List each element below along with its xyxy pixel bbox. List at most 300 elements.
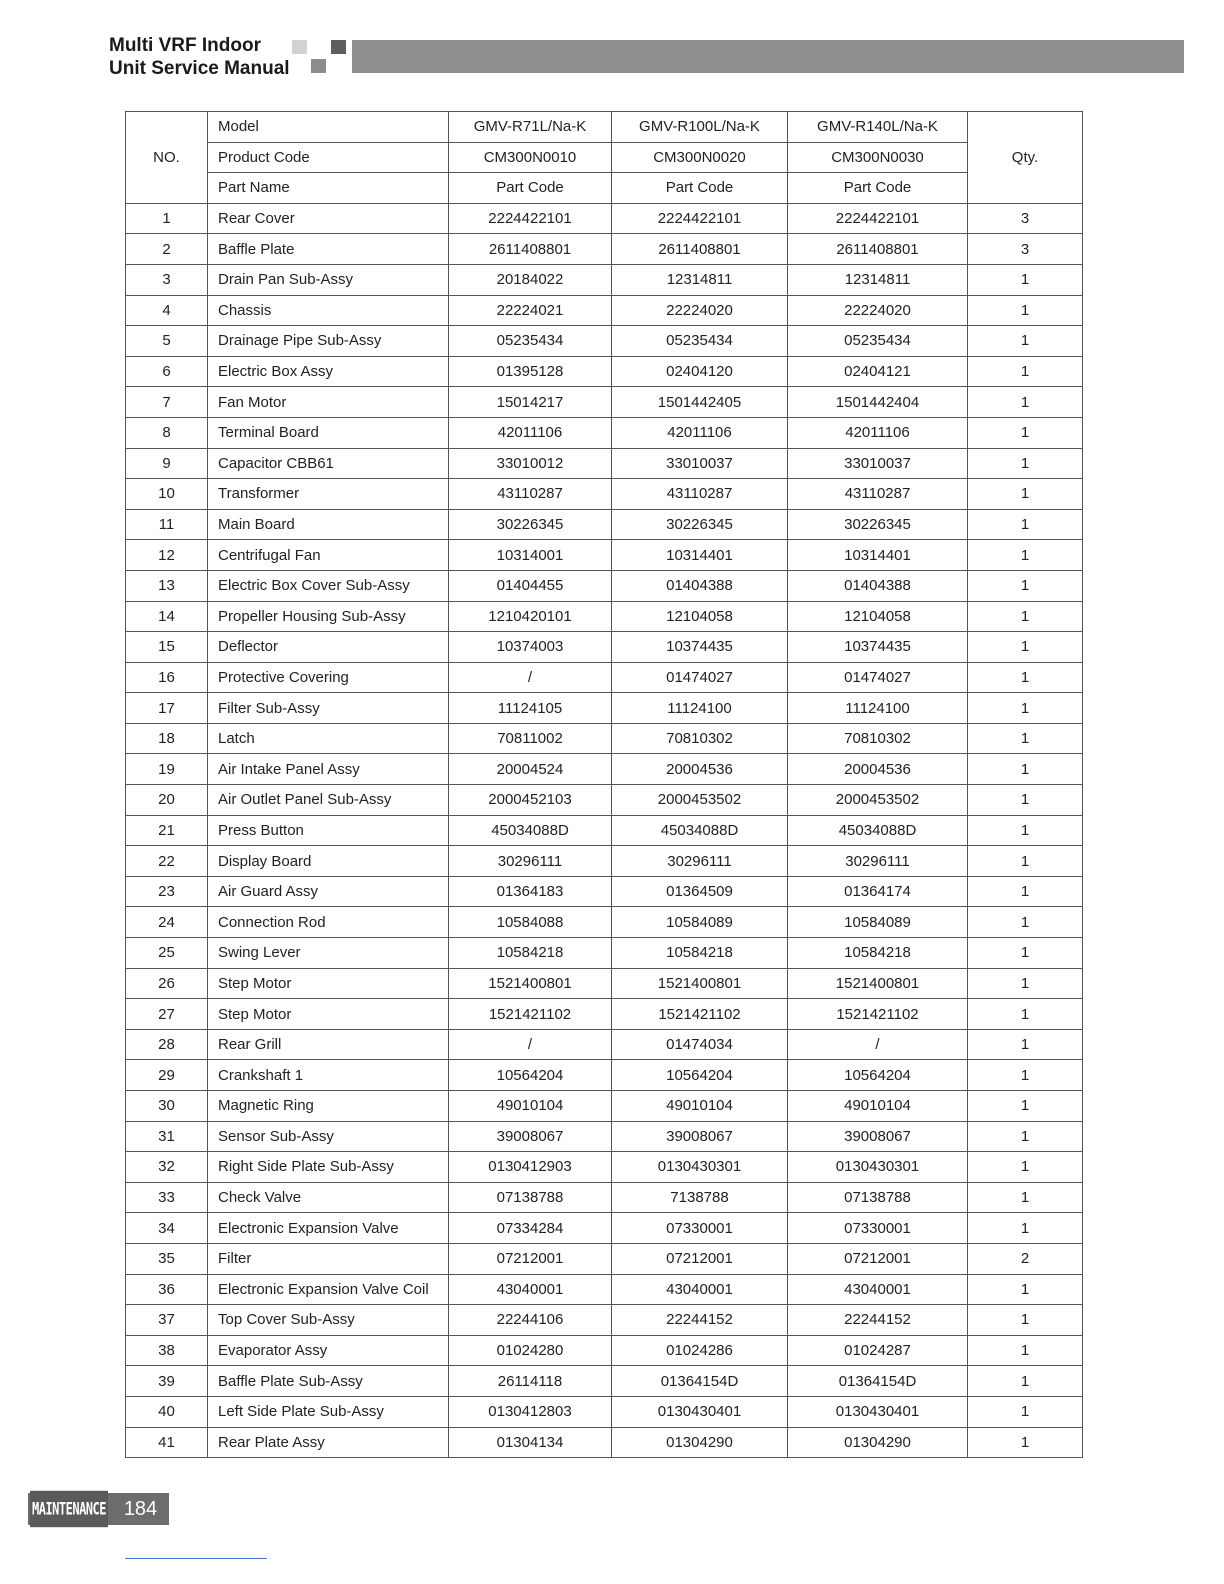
- no-cell: 11: [126, 509, 208, 540]
- model-2: GMV-R100L/Na-K: [612, 112, 788, 143]
- part-code-cell: 10584218: [449, 938, 612, 969]
- part-code-cell: 22244152: [612, 1305, 788, 1336]
- part-code-cell: 1501442405: [612, 387, 788, 418]
- part-name-cell: Electronic Expansion Valve Coil: [208, 1274, 449, 1305]
- no-cell: 16: [126, 662, 208, 693]
- part-name-cell: Electric Box Assy: [208, 356, 449, 387]
- qty-cell: 1: [968, 448, 1083, 479]
- part-name-cell: Check Valve: [208, 1182, 449, 1213]
- qty-cell: 1: [968, 1091, 1083, 1122]
- no-cell: 19: [126, 754, 208, 785]
- table-row: [126, 1213, 1083, 1244]
- part-name-cell: Filter Sub-Assy: [208, 693, 449, 724]
- part-code-cell: 12104058: [788, 601, 968, 632]
- part-code-cell: 0130430301: [788, 1152, 968, 1183]
- part-code-cell: 11124105: [449, 693, 612, 724]
- qty-cell: 1: [968, 754, 1083, 785]
- manual-title: [109, 34, 290, 80]
- part-code-cell: 1521421102: [788, 999, 968, 1030]
- part-code-cell: 10564204: [612, 1060, 788, 1091]
- part-code-cell: 26114118: [449, 1366, 612, 1397]
- part-code-cell: 01024287: [788, 1335, 968, 1366]
- qty-cell: 1: [968, 876, 1083, 907]
- part-code-cell: 30226345: [788, 509, 968, 540]
- part-code-cell: 43110287: [788, 479, 968, 510]
- qty-cell: 1: [968, 1182, 1083, 1213]
- part-name-cell: Propeller Housing Sub-Assy: [208, 601, 449, 632]
- table-row: [126, 540, 1083, 571]
- part-code-cell: 45034088D: [612, 815, 788, 846]
- qty-header: Qty.: [968, 112, 1083, 204]
- qty-cell: 1: [968, 264, 1083, 295]
- part-code-cell: 42011106: [788, 417, 968, 448]
- product-code-3: CM300N0030: [788, 142, 968, 173]
- no-cell: 20: [126, 785, 208, 816]
- part-code-cell: 49010104: [449, 1091, 612, 1122]
- part-code-cell: 11124100: [612, 693, 788, 724]
- qty-cell: 1: [968, 479, 1083, 510]
- table-row: [126, 1060, 1083, 1091]
- part-code-cell: 01404388: [788, 570, 968, 601]
- no-cell: 40: [126, 1396, 208, 1427]
- part-code-cell: 70810302: [612, 723, 788, 754]
- no-cell: 13: [126, 570, 208, 601]
- part-code-cell: 30296111: [612, 846, 788, 877]
- decor-square-light: [292, 40, 307, 54]
- part-code-cell: 2224422101: [449, 203, 612, 234]
- part-code-cell: 07138788: [449, 1182, 612, 1213]
- part-code-cell: 20004524: [449, 754, 612, 785]
- part-code-cell: 01474027: [612, 662, 788, 693]
- no-cell: 34: [126, 1213, 208, 1244]
- table-row: [126, 693, 1083, 724]
- part-code-cell: 22224020: [612, 295, 788, 326]
- part-code-cell: 22224020: [788, 295, 968, 326]
- table-row: [126, 1335, 1083, 1366]
- qty-cell: 1: [968, 601, 1083, 632]
- decor-square-dark: [331, 40, 346, 54]
- footer-rule: [125, 1558, 267, 1559]
- no-cell: 4: [126, 295, 208, 326]
- part-code-cell: 10314001: [449, 540, 612, 571]
- no-cell: 26: [126, 968, 208, 999]
- part-code-cell: 0130430301: [612, 1152, 788, 1183]
- no-cell: 35: [126, 1243, 208, 1274]
- part-code-cell: 0130430401: [788, 1396, 968, 1427]
- table-row: [126, 387, 1083, 418]
- table-row: [126, 876, 1083, 907]
- part-code-cell: 49010104: [612, 1091, 788, 1122]
- table-row: [126, 632, 1083, 663]
- part-code-cell: 07212001: [449, 1243, 612, 1274]
- part-code-cell: 10374435: [788, 632, 968, 663]
- part-code-cell: 20004536: [788, 754, 968, 785]
- part-name-cell: Latch: [208, 723, 449, 754]
- part-code-cell: 01024280: [449, 1335, 612, 1366]
- part-code-cell: 07330001: [612, 1213, 788, 1244]
- part-code-cell: 43040001: [449, 1274, 612, 1305]
- part-name-cell: Deflector: [208, 632, 449, 663]
- part-name-cell: Baffle Plate Sub-Assy: [208, 1366, 449, 1397]
- no-cell: 28: [126, 1029, 208, 1060]
- no-cell: 33: [126, 1182, 208, 1213]
- qty-cell: 1: [968, 1029, 1083, 1060]
- qty-cell: 1: [968, 815, 1083, 846]
- part-name-cell: Press Button: [208, 815, 449, 846]
- qty-cell: 1: [968, 1396, 1083, 1427]
- part-code-cell: 7138788: [612, 1182, 788, 1213]
- part-code-cell: 10374435: [612, 632, 788, 663]
- qty-cell: 1: [968, 785, 1083, 816]
- no-cell: 32: [126, 1152, 208, 1183]
- table-row: [126, 968, 1083, 999]
- no-cell: 6: [126, 356, 208, 387]
- part-code-cell: 10584089: [612, 907, 788, 938]
- part-name-cell: Capacitor CBB61: [208, 448, 449, 479]
- no-cell: 37: [126, 1305, 208, 1336]
- part-code-cell: 1521400801: [612, 968, 788, 999]
- part-code-cell: 2611408801: [788, 234, 968, 265]
- part-code-cell: 10314401: [788, 540, 968, 571]
- part-name-cell: Baffle Plate: [208, 234, 449, 265]
- part-code-cell: 10564204: [788, 1060, 968, 1091]
- part-code-cell: 49010104: [788, 1091, 968, 1122]
- qty-cell: 1: [968, 846, 1083, 877]
- no-cell: 1: [126, 203, 208, 234]
- table-row: [126, 264, 1083, 295]
- table-row: [126, 1121, 1083, 1152]
- qty-cell: 1: [968, 968, 1083, 999]
- no-cell: 12: [126, 540, 208, 571]
- part-name-cell: Step Motor: [208, 999, 449, 1030]
- part-name-cell: Drain Pan Sub-Assy: [208, 264, 449, 295]
- table-row: [126, 448, 1083, 479]
- qty-cell: 2: [968, 1243, 1083, 1274]
- qty-cell: 1: [968, 540, 1083, 571]
- qty-cell: 1: [968, 1274, 1083, 1305]
- table-row: [126, 1396, 1083, 1427]
- part-name-cell: Electric Box Cover Sub-Assy: [208, 570, 449, 601]
- parts-table: [125, 111, 1083, 1458]
- qty-cell: 3: [968, 203, 1083, 234]
- table-row: [126, 203, 1083, 234]
- table-row: [126, 815, 1083, 846]
- no-cell: 18: [126, 723, 208, 754]
- part-code-header-2: Part Code: [612, 173, 788, 204]
- part-code-cell: 01395128: [449, 356, 612, 387]
- no-cell: 22: [126, 846, 208, 877]
- part-code-cell: 07212001: [612, 1243, 788, 1274]
- part-code-cell: 01304134: [449, 1427, 612, 1458]
- part-code-cell: 01404388: [612, 570, 788, 601]
- part-code-cell: 2611408801: [449, 234, 612, 265]
- no-cell: 41: [126, 1427, 208, 1458]
- part-code-cell: 01304290: [788, 1427, 968, 1458]
- part-code-cell: 07212001: [788, 1243, 968, 1274]
- qty-cell: 1: [968, 723, 1083, 754]
- part-name-cell: Protective Covering: [208, 662, 449, 693]
- part-name-cell: Rear Grill: [208, 1029, 449, 1060]
- part-code-cell: 33010037: [788, 448, 968, 479]
- table-row: [126, 356, 1083, 387]
- no-cell: 25: [126, 938, 208, 969]
- part-code-cell: 33010037: [612, 448, 788, 479]
- part-code-cell: 43040001: [612, 1274, 788, 1305]
- part-code-cell: 2224422101: [788, 203, 968, 234]
- part-code-cell: 12314811: [612, 264, 788, 295]
- row-label-part-name: Part Name: [208, 173, 449, 204]
- table-row: [126, 417, 1083, 448]
- part-name-cell: Chassis: [208, 295, 449, 326]
- qty-cell: 1: [968, 387, 1083, 418]
- part-code-header-3: Part Code: [788, 173, 968, 204]
- qty-cell: 1: [968, 417, 1083, 448]
- part-code-cell: 1521421102: [612, 999, 788, 1030]
- table-row: [126, 1427, 1083, 1458]
- table-row: [126, 723, 1083, 754]
- table-row: [126, 601, 1083, 632]
- no-cell: 23: [126, 876, 208, 907]
- table-row: [126, 1152, 1083, 1183]
- no-cell: 2: [126, 234, 208, 265]
- part-code-cell: 01404455: [449, 570, 612, 601]
- qty-cell: 1: [968, 509, 1083, 540]
- product-code-2: CM300N0020: [612, 142, 788, 173]
- part-code-cell: 22244152: [788, 1305, 968, 1336]
- table-row: [126, 785, 1083, 816]
- part-code-cell: 42011106: [612, 417, 788, 448]
- qty-cell: 1: [968, 1335, 1083, 1366]
- no-cell: 31: [126, 1121, 208, 1152]
- part-code-cell: 01474027: [788, 662, 968, 693]
- table-row: [126, 234, 1083, 265]
- part-code-cell: 05235434: [612, 326, 788, 357]
- qty-cell: 1: [968, 1366, 1083, 1397]
- part-code-cell: /: [449, 1029, 612, 1060]
- part-name-cell: Left Side Plate Sub-Assy: [208, 1396, 449, 1427]
- part-code-cell: 02404120: [612, 356, 788, 387]
- no-cell: 5: [126, 326, 208, 357]
- part-code-cell: 01304290: [612, 1427, 788, 1458]
- part-name-cell: Main Board: [208, 509, 449, 540]
- part-code-cell: 10374003: [449, 632, 612, 663]
- part-code-cell: 30296111: [449, 846, 612, 877]
- qty-cell: 1: [968, 1152, 1083, 1183]
- qty-cell: 3: [968, 234, 1083, 265]
- table-row: [126, 1305, 1083, 1336]
- qty-cell: 1: [968, 1060, 1083, 1091]
- part-code-cell: 20004536: [612, 754, 788, 785]
- no-cell: 36: [126, 1274, 208, 1305]
- part-code-cell: 39008067: [788, 1121, 968, 1152]
- manual-title-line1: Multi VRF Indoor: [109, 35, 261, 56]
- part-code-cell: 42011106: [449, 417, 612, 448]
- part-code-cell: /: [449, 662, 612, 693]
- part-code-cell: 10314401: [612, 540, 788, 571]
- part-name-cell: Air Intake Panel Assy: [208, 754, 449, 785]
- part-name-cell: Magnetic Ring: [208, 1091, 449, 1122]
- model-1: GMV-R71L/Na-K: [449, 112, 612, 143]
- part-code-cell: 07330001: [788, 1213, 968, 1244]
- qty-cell: 1: [968, 326, 1083, 357]
- part-code-cell: 30226345: [449, 509, 612, 540]
- part-code-cell: /: [788, 1029, 968, 1060]
- product-code-1: CM300N0010: [449, 142, 612, 173]
- no-cell: 9: [126, 448, 208, 479]
- part-code-cell: 1521400801: [788, 968, 968, 999]
- part-code-cell: 01364154D: [612, 1366, 788, 1397]
- part-code-cell: 2224422101: [612, 203, 788, 234]
- no-cell: 14: [126, 601, 208, 632]
- part-name-cell: Fan Motor: [208, 387, 449, 418]
- part-name-cell: Air Outlet Panel Sub-Assy: [208, 785, 449, 816]
- qty-cell: 1: [968, 907, 1083, 938]
- part-code-cell: 11124100: [788, 693, 968, 724]
- no-cell: 21: [126, 815, 208, 846]
- qty-cell: 1: [968, 1213, 1083, 1244]
- qty-cell: 1: [968, 1427, 1083, 1458]
- part-name-cell: Evaporator Assy: [208, 1335, 449, 1366]
- part-code-cell: 10584218: [612, 938, 788, 969]
- part-code-cell: 43040001: [788, 1274, 968, 1305]
- part-code-cell: 30296111: [788, 846, 968, 877]
- header-bar: [352, 40, 1184, 73]
- part-code-cell: 0130430401: [612, 1396, 788, 1427]
- part-code-cell: 1210420101: [449, 601, 612, 632]
- part-code-cell: 01364154D: [788, 1366, 968, 1397]
- part-name-cell: Rear Plate Assy: [208, 1427, 449, 1458]
- qty-cell: 1: [968, 1305, 1083, 1336]
- qty-cell: 1: [968, 938, 1083, 969]
- part-name-cell: Crankshaft 1: [208, 1060, 449, 1091]
- part-code-cell: 05235434: [788, 326, 968, 357]
- part-code-cell: 39008067: [612, 1121, 788, 1152]
- table-row: [126, 509, 1083, 540]
- no-cell: 38: [126, 1335, 208, 1366]
- no-cell: 24: [126, 907, 208, 938]
- header-row-product-code: [126, 142, 1083, 173]
- qty-cell: 1: [968, 570, 1083, 601]
- part-code-cell: 01364174: [788, 876, 968, 907]
- part-code-cell: 45034088D: [449, 815, 612, 846]
- part-code-cell: 07334284: [449, 1213, 612, 1244]
- part-code-cell: 2000453502: [612, 785, 788, 816]
- part-name-cell: Rear Cover: [208, 203, 449, 234]
- no-cell: 17: [126, 693, 208, 724]
- part-code-cell: 12104058: [612, 601, 788, 632]
- no-cell: 10: [126, 479, 208, 510]
- part-code-cell: 2000453502: [788, 785, 968, 816]
- part-name-cell: Top Cover Sub-Assy: [208, 1305, 449, 1336]
- part-name-cell: Electronic Expansion Valve: [208, 1213, 449, 1244]
- part-name-cell: Connection Rod: [208, 907, 449, 938]
- table-row: [126, 570, 1083, 601]
- part-code-cell: 70810302: [788, 723, 968, 754]
- part-name-cell: Display Board: [208, 846, 449, 877]
- part-code-cell: 01364183: [449, 876, 612, 907]
- part-code-cell: 20184022: [449, 264, 612, 295]
- table-row: [126, 1091, 1083, 1122]
- part-code-cell: 33010012: [449, 448, 612, 479]
- part-code-cell: 1501442404: [788, 387, 968, 418]
- page-number: 184: [123, 1498, 158, 1520]
- part-code-cell: 43110287: [449, 479, 612, 510]
- qty-cell: 1: [968, 295, 1083, 326]
- row-label-model: Model: [208, 112, 449, 143]
- part-code-cell: 1521400801: [449, 968, 612, 999]
- no-cell: 15: [126, 632, 208, 663]
- table-row: [126, 326, 1083, 357]
- part-code-cell: 01474034: [612, 1029, 788, 1060]
- table-row: [126, 1182, 1083, 1213]
- part-code-cell: 10564204: [449, 1060, 612, 1091]
- part-code-cell: 2000452103: [449, 785, 612, 816]
- part-code-cell: 15014217: [449, 387, 612, 418]
- table-row: [126, 1029, 1083, 1060]
- table-row: [126, 846, 1083, 877]
- table-row: [126, 1366, 1083, 1397]
- row-label-product-code: Product Code: [208, 142, 449, 173]
- part-name-cell: Centrifugal Fan: [208, 540, 449, 571]
- table-row: [126, 295, 1083, 326]
- part-code-cell: 01024286: [612, 1335, 788, 1366]
- table-row: [126, 479, 1083, 510]
- part-code-cell: 05235434: [449, 326, 612, 357]
- part-code-cell: 30226345: [612, 509, 788, 540]
- table-row: [126, 754, 1083, 785]
- section-label: MAINTENANCE: [30, 1491, 108, 1527]
- part-code-cell: 0130412803: [449, 1396, 612, 1427]
- qty-cell: 1: [968, 1121, 1083, 1152]
- table-row: [126, 938, 1083, 969]
- no-cell: 8: [126, 417, 208, 448]
- part-code-cell: 43110287: [612, 479, 788, 510]
- no-cell: 27: [126, 999, 208, 1030]
- part-code-cell: 01364509: [612, 876, 788, 907]
- part-name-cell: Right Side Plate Sub-Assy: [208, 1152, 449, 1183]
- part-name-cell: Drainage Pipe Sub-Assy: [208, 326, 449, 357]
- part-code-cell: 12314811: [788, 264, 968, 295]
- table-row: [126, 907, 1083, 938]
- part-name-cell: Terminal Board: [208, 417, 449, 448]
- part-name-cell: Transformer: [208, 479, 449, 510]
- part-code-cell: 07138788: [788, 1182, 968, 1213]
- qty-cell: 1: [968, 356, 1083, 387]
- part-code-cell: 0130412903: [449, 1152, 612, 1183]
- no-header: NO.: [126, 112, 208, 204]
- part-code-header-1: Part Code: [449, 173, 612, 204]
- part-code-cell: 39008067: [449, 1121, 612, 1152]
- header-row-part-name: [126, 173, 1083, 204]
- qty-cell: 1: [968, 632, 1083, 663]
- part-code-cell: 10584218: [788, 938, 968, 969]
- model-3: GMV-R140L/Na-K: [788, 112, 968, 143]
- no-cell: 7: [126, 387, 208, 418]
- part-name-cell: Filter: [208, 1243, 449, 1274]
- qty-cell: 1: [968, 999, 1083, 1030]
- part-code-cell: 10584089: [788, 907, 968, 938]
- decor-square-mid: [311, 59, 326, 73]
- no-cell: 30: [126, 1091, 208, 1122]
- table-row: [126, 662, 1083, 693]
- part-code-cell: 1521421102: [449, 999, 612, 1030]
- header-row-model: [126, 112, 1083, 143]
- no-cell: 3: [126, 264, 208, 295]
- part-code-cell: 10584088: [449, 907, 612, 938]
- part-name-cell: Sensor Sub-Assy: [208, 1121, 449, 1152]
- no-cell: 29: [126, 1060, 208, 1091]
- part-code-cell: 2611408801: [612, 234, 788, 265]
